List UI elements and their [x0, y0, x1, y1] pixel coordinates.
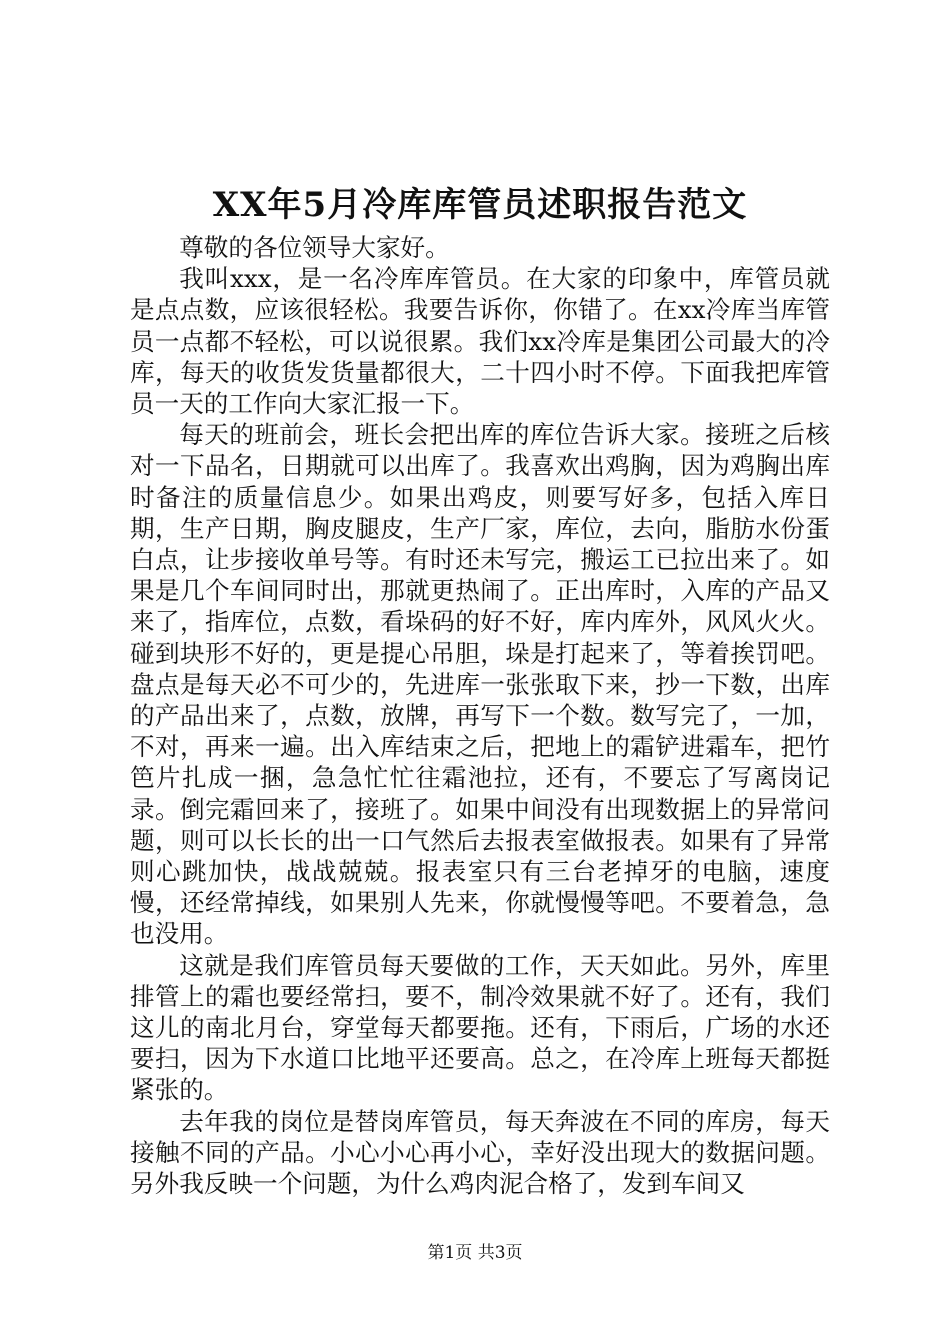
- paragraph-greeting: 尊敬的各位领导大家好。: [179, 233, 450, 262]
- paragraph-other-duties: 这就是我们库管员每天要做的工作，天天如此。另外，库里排管上的霜也要经常扫，要不，制冷效果就不好了。还有，我们这儿的南北月台，穿堂每天都要拖。还有，下雨后，广场的水还要扫，因为下水道口比地平还要高。总之，在冷库上班每天都挺紧张的。: [130, 950, 830, 1105]
- paragraph-daily-work: 每天的班前会，班长会把出库的库位告诉大家。接班之后核对一下品名，日期就可以出库了。我喜欢出鸡胸，因为鸡胸出库时备注的质量信息少。如果出鸡皮，则要写好多，包括入库日期，生产日期，胸皮腿皮，生产厂家，库位，去向，脂肪水份蛋白点，让步接收单号等。有时还未写完，搬运工已拉出来了。如果是几个车间同时出，那就更热闹了。正出库时，入库的产品又来了，指库位，点数，看垛码的好不好，库内库外，风风火火。碰到块形不好的，更是提心吊胆，垛是打起来了，等着挨罚吧。盘点是每天必不可少的，先进库一张张取下来，抄一下数，出库的产品出来了，点数，放牌，再写下一个数。数写完了，一加，不对，再来一遍。出入库结束之后，把地上的霜铲进霜车，把竹笆片扎成一捆，急急忙忙往霜池拉，还有，不要忘了写离岗记录。倒完霜回来了，接班了。如果中间没有出现数据上的异常问题，则可以长长的出一口气然后去报表室做报表。如果有了异常则心跳加快，战战兢兢。报表室只有三台老掉牙的电脑，速度慢，还经常掉线，如果别人先来，你就慢慢等吧。不要着急，急也没用。: [130, 420, 830, 949]
- paragraph-introduction: 我叫xxx，是一名冷库库管员。在大家的印象中，库管员就是点点数，应该很轻松。我要告诉你，你错了。在xx冷库当库管员一点都不轻松，可以说很累。我们xx冷库是集团公司最大的冷库，每天的收货发货量都很大，二十四小时不停。下面我把库管员一天的工作向大家汇报一下。: [130, 264, 830, 419]
- page-number-footer: 第1页 共3页: [427, 1243, 523, 1263]
- document-title: XX年5月冷库库管员述职报告范文: [212, 185, 748, 225]
- paragraph-last-year: 去年我的岗位是替岗库管员，每天奔波在不同的库房，每天接触不同的产品。小心小心再小心，幸好没出现大的数据问题。另外我反映一个问题，为什么鸡肉泥合格了，发到车间又: [130, 1106, 830, 1199]
- document-body: [130, 232, 830, 1199]
